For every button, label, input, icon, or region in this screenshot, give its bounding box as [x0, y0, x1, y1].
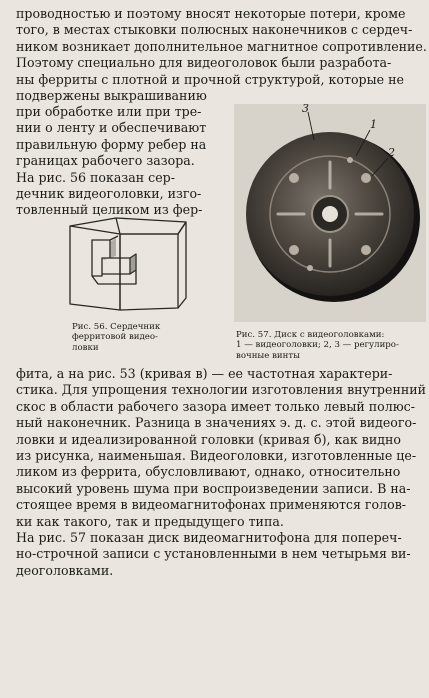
- caption-line: 1 — видеоголовки; 2, 3 — регулиро-: [236, 340, 399, 351]
- figure-57-caption: [236, 330, 399, 361]
- top-paragraph: [16, 6, 427, 104]
- text-line: правильную форму ребер на: [16, 136, 207, 152]
- text-line: нии о ленту и обеспечивают: [16, 120, 207, 136]
- text-line: стика. Для упрощения технологии изготовления внутренний: [16, 382, 427, 398]
- text-line: фита, а на рис. 53 (кривая в) — ее частотная характери-: [16, 366, 393, 381]
- text-line: при обработке или при тре-: [16, 104, 202, 119]
- text-line: ки как такого, так и предыдущего типа.: [16, 513, 284, 529]
- text-line: проводностью и поэтому вносят некоторые потери, кроме: [16, 6, 406, 21]
- text-line: ловки и идеализированной головки (кривая б), как видно: [16, 431, 401, 447]
- figure-57-head-disk: [230, 100, 429, 326]
- bottom-paragraph: [16, 366, 427, 579]
- text-line: товленный целиком из фер-: [16, 202, 203, 218]
- figure-57-label: 1: [370, 118, 377, 131]
- figure-56-caption: [72, 322, 160, 353]
- text-line: ликом из феррита, обусловливают, однако, относительно: [16, 464, 401, 480]
- text-line: ный наконечник. Разница в значениях э. д. с. этой видеого-: [16, 415, 417, 431]
- text-line: но-строчной записи с установленными в нем четырьмя ви-: [16, 546, 411, 562]
- text-line: границах рабочего зазора.: [16, 153, 195, 169]
- text-line: высокий уровень шума при воспроизведении записи. В на-: [16, 480, 411, 496]
- text-line: стоящее время в видеомагнитофонах применяются голов-: [16, 497, 407, 513]
- figure-57-label: 3: [302, 102, 309, 115]
- figure-57-label: 2: [388, 146, 395, 159]
- text-line: ником возникает дополнительное магнитное сопротивление.: [16, 38, 427, 54]
- wrapped-paragraph: [16, 104, 216, 219]
- caption-line: Рис. 57. Диск с видеоголовками:: [236, 330, 385, 340]
- text-line: подвержены выкрашиванию: [16, 88, 207, 104]
- text-line: скос в области рабочего зазора имеет только левый полюс-: [16, 398, 415, 414]
- text-line: дечник видеоголовки, изго-: [16, 186, 202, 202]
- figure-56-ferrite-core: [58, 212, 198, 318]
- caption-line: ферритовой видео-: [72, 332, 158, 343]
- text-line: На рис. 57 показан диск видеомагнитофона для попереч-: [16, 530, 402, 546]
- caption-line: Рис. 56. Сердечник: [72, 322, 161, 332]
- text-line: Поэтому специально для видеоголовок были разработа-: [16, 55, 392, 71]
- text-line: ны ферриты с плотной и прочной структурой, которые не: [16, 71, 404, 87]
- text-line: того, в местах стыковки полюсных наконечников с сердеч-: [16, 22, 413, 38]
- caption-line: вочные винты: [236, 350, 300, 361]
- caption-line: ловки: [72, 342, 99, 353]
- text-line: из рисунка, наименьшая. Видеоголовки, изготовленные це-: [16, 448, 417, 464]
- text-line: деоголовками.: [16, 562, 114, 578]
- text-line: На рис. 56 показан сер-: [16, 169, 175, 185]
